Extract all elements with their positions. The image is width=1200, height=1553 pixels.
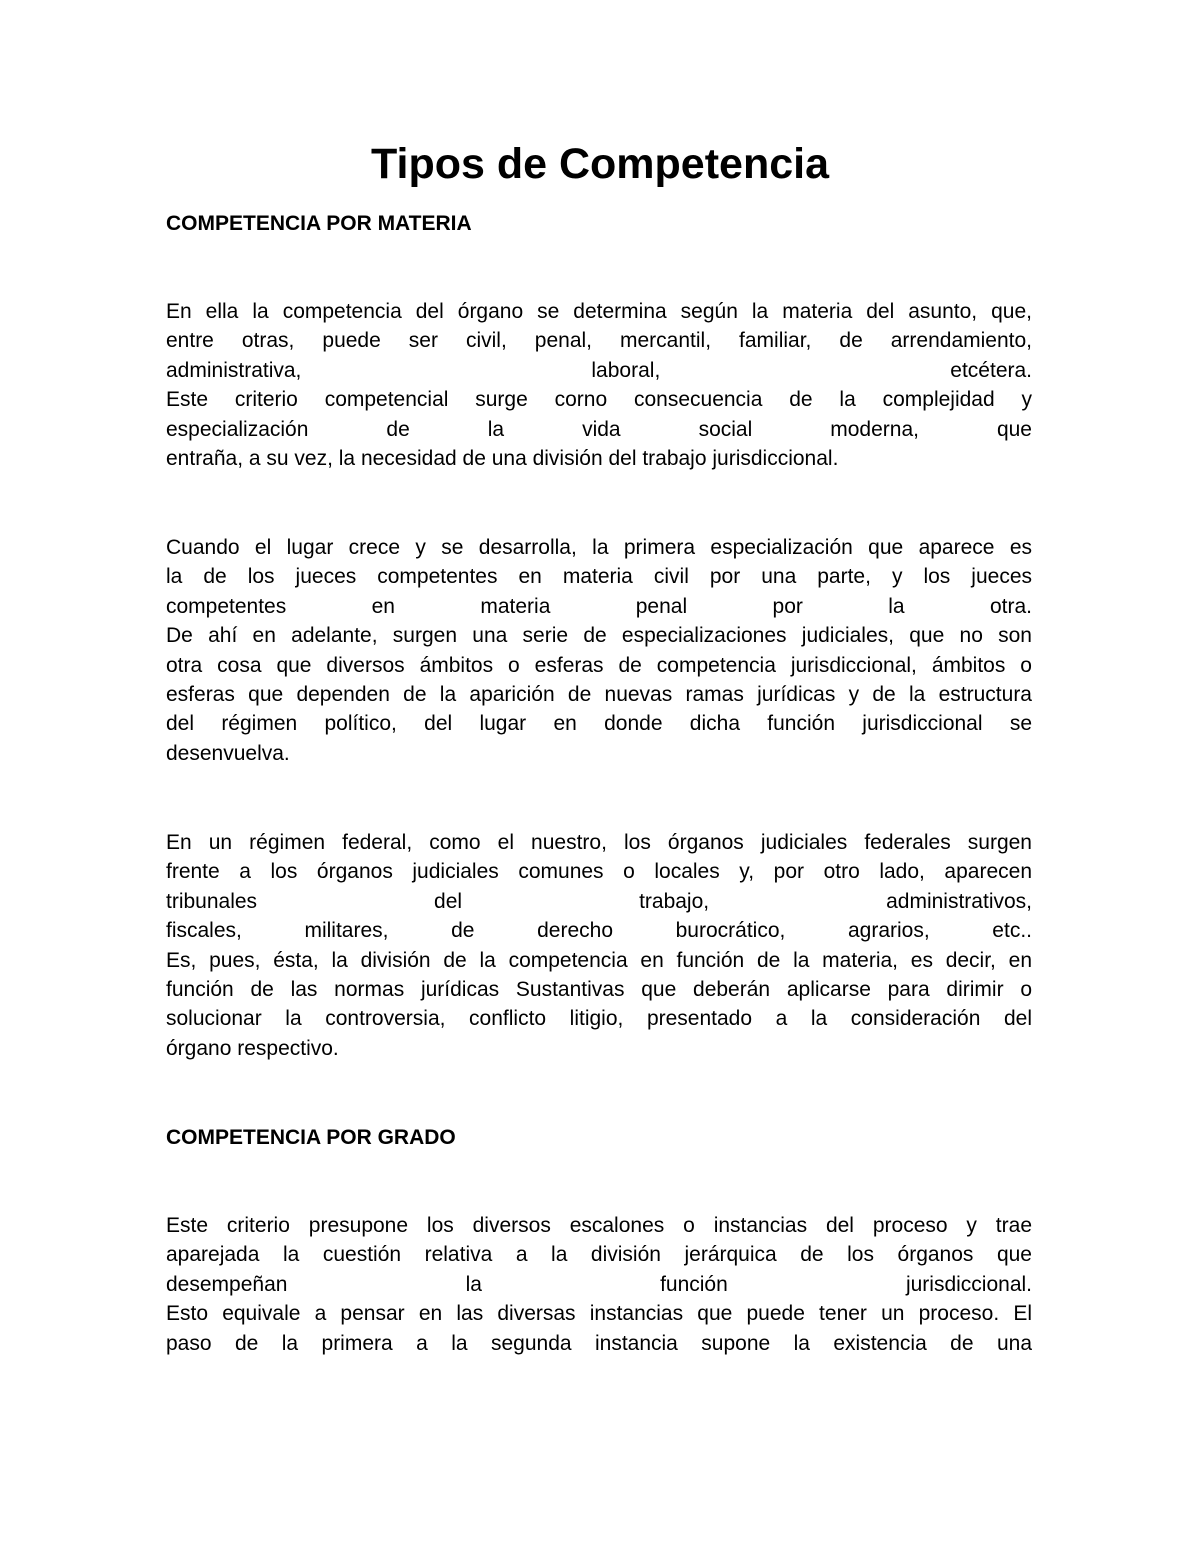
text-line: Es, pues, ésta, la división de la competencia en función de la materia, es decir, en [166,948,1032,972]
text-line: En ella la competencia del órgano se determina según la materia del asunto, que, [166,300,1032,323]
text-line: otra cosa que diversos ámbitos o esferas de competencia jurisdiccional, ámbitos o [166,653,1032,677]
text-line: órgano respectivo. [166,1036,339,1060]
text-line: De ahí en adelante, surgen una serie de especializaciones judiciales, que no son [166,624,1032,648]
text-line: administrativa, laboral, etcétera. [166,358,1032,382]
text-line: tribunales del trabajo, administrativos, [166,889,1032,913]
text-line: especialización de la vida social moderna, que [166,417,1032,441]
section-heading-grado: COMPETENCIA POR GRADO [166,1126,456,1149]
text-line: esferas que dependen de la aparición de nuevas ramas jurídicas y de la estructura [166,682,1032,706]
paragraph-materia-2 [166,533,1032,768]
text-line: fiscales, militares, de derecho burocrático, agrarios, etc.. [166,919,1032,943]
text-line: solucionar la controversia, conflicto litigio, presentado a la consideración del [166,1007,1032,1031]
text-line: Este criterio presupone los diversos escalones o instancias del proceso y trae [166,1214,1032,1237]
text-line: función de las normas jurídicas Sustantivas que deberán aplicarse para dirimir o [166,977,1032,1001]
text-line: desempeñan la función jurisdiccional. [166,1272,1032,1296]
text-line: paso de la primera a la segunda instancia supone la existencia de una [166,1331,1032,1355]
text-line: del régimen político, del lugar en donde dicha función jurisdiccional se [166,712,1032,736]
text-line: desenvuelva. [166,741,290,765]
text-line: En un régimen federal, como el nuestro, los órganos judiciales federales surgen [166,831,1032,854]
text-line: Esto equivale a pensar en las diversas instancias que puede tener un proceso. El [166,1302,1032,1326]
text-line: Este criterio competencial surge corno consecuencia de la complejidad y [166,388,1032,412]
text-line: entre otras, puede ser civil, penal, mercantil, familiar, de arrendamiento, [166,329,1032,353]
section-heading-materia: COMPETENCIA POR MATERIA [166,212,472,235]
text-line: entraña, a su vez, la necesidad de una división del trabajo jurisdiccional. [166,446,839,470]
paragraph-grado-1 [166,1211,1032,1358]
paragraph-materia-1 [166,297,1032,473]
text-line: la de los jueces competentes en materia civil por una parte, y los jueces [166,565,1032,589]
paragraph-materia-3 [166,828,1032,1063]
text-line: frente a los órganos judiciales comunes o locales y, por otro lado, aparecen [166,860,1032,884]
text-line: competentes en materia penal por la otra. [166,594,1032,618]
text-line: aparejada la cuestión relativa a la división jerárquica de los órganos que [166,1243,1032,1267]
text-line: Cuando el lugar crece y se desarrolla, la primera especialización que aparece es [166,536,1032,559]
document-title: Tipos de Competencia [371,140,829,188]
